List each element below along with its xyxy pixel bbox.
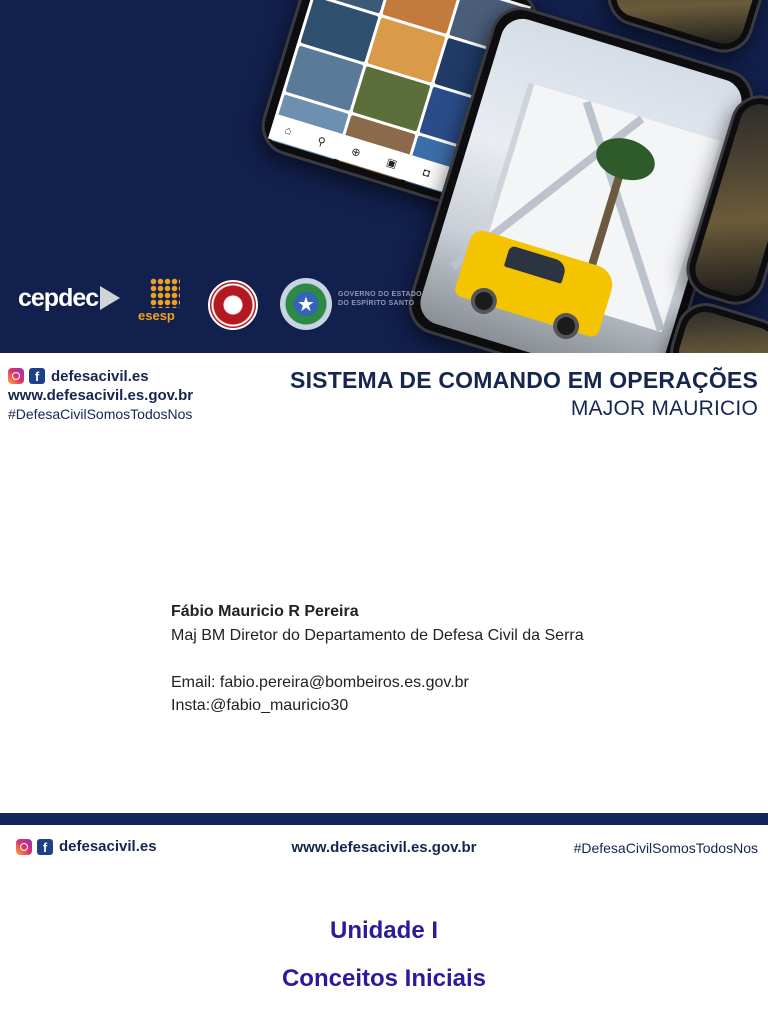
home-icon: ⌂ <box>283 124 294 138</box>
esesp-logo: esesp <box>138 278 183 328</box>
facebook-icon[interactable]: f <box>29 368 45 384</box>
presentation-title: SISTEMA DE COMANDO EM OPERAÇÕES <box>290 367 758 393</box>
contact-name: Fábio Mauricio R Pereira <box>171 603 359 620</box>
cepdec-logo: cepdec <box>18 284 120 313</box>
fire-brigade-seal-icon <box>208 280 258 330</box>
slide2-social-handle[interactable]: defesacivil.es <box>59 838 157 855</box>
facebook-icon[interactable]: f <box>37 839 53 855</box>
search-icon: ⚲ <box>315 134 327 149</box>
contact-card <box>171 600 584 718</box>
slide2-header-bar <box>0 836 768 860</box>
social-handle[interactable]: defesacivil.es <box>51 367 149 385</box>
partner-logos <box>18 278 438 334</box>
contact-email[interactable]: Email: fabio.pereira@bombeiros.es.gov.br <box>171 673 469 691</box>
hashtag: #DefesaCivilSomosTodosNos <box>8 406 193 422</box>
reels-icon: ▣ <box>384 155 399 171</box>
instagram-icon[interactable] <box>8 368 24 384</box>
government-label: GOVERNO DO ESTADO DO ESPÍRITO SANTO <box>338 291 422 307</box>
slide2-hashtag: #DefesaCivilSomosTodosNos <box>573 840 758 856</box>
slide-divider <box>0 813 768 825</box>
state-coat-of-arms-icon: ★ <box>280 278 332 330</box>
hero-banner <box>0 0 768 353</box>
unit-subheading: Conceitos Iniciais <box>281 965 487 992</box>
presentation-title-block <box>290 366 758 424</box>
social-links <box>8 366 193 424</box>
contact-role: Maj BM Diretor do Departamento de Defesa Civil da Serra <box>171 626 584 644</box>
website-link[interactable]: www.defesacivil.es.gov.br <box>8 387 194 404</box>
presenter-name: MAJOR MAURICIO <box>570 397 758 420</box>
shop-icon: ◘ <box>421 166 432 180</box>
slide2-website-link[interactable]: www.defesacivil.es.gov.br <box>291 839 477 856</box>
add-icon: ⊕ <box>349 145 363 160</box>
contact-instagram[interactable]: Insta:@fabio_mauricio30 <box>171 697 349 714</box>
unit-heading: Unidade I <box>329 917 438 944</box>
